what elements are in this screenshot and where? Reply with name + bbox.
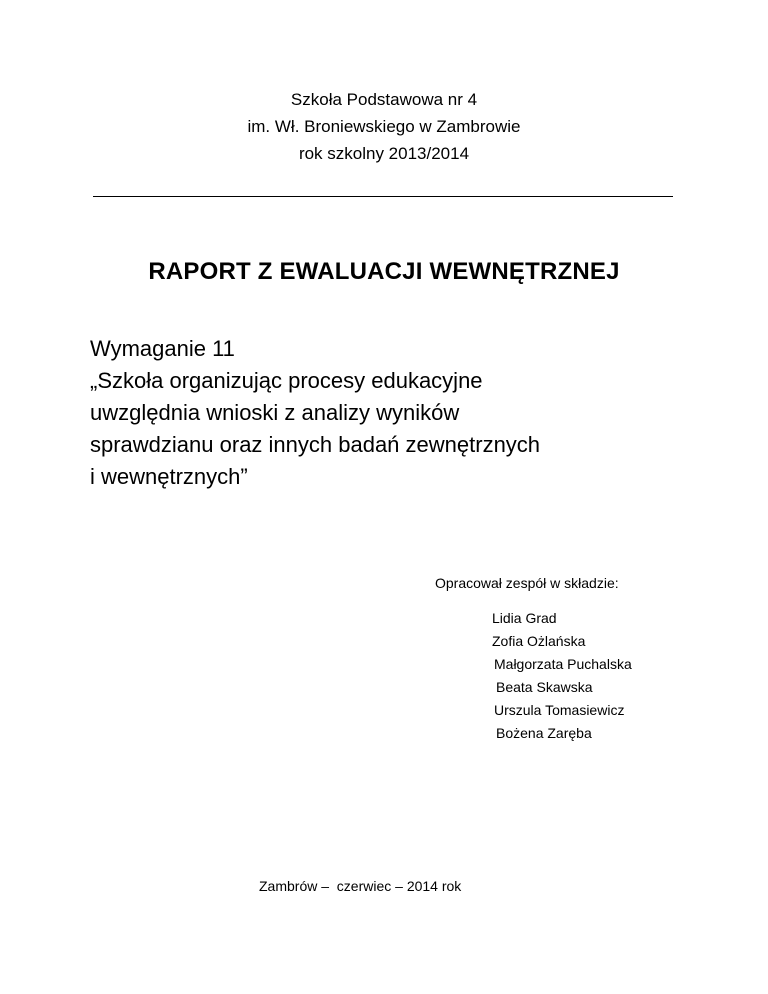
school-patron: im. Wł. Broniewskiego w Zambrowie xyxy=(247,117,521,136)
report-title: RAPORT Z EWALUACJI WEWNĘTRZNEJ xyxy=(148,258,620,285)
school-header xyxy=(0,86,768,167)
requirement-quote-line: „Szkoła organizując procesy edukacyjne xyxy=(90,368,483,393)
team-member: Lidia Grad xyxy=(492,610,557,626)
team-member: Małgorzata Puchalska xyxy=(494,656,632,672)
school-name: Szkoła Podstawowa nr 4 xyxy=(290,90,478,109)
header-divider xyxy=(93,196,673,197)
footer-place-date: Zambrów – czerwiec – 2014 rok xyxy=(259,878,462,894)
requirement-quote-line: sprawdzianu oraz innych badań zewnętrznych xyxy=(90,432,541,457)
team-heading: Opracował zespół w składzie: xyxy=(435,575,619,591)
team-member: Beata Skawska xyxy=(496,679,593,695)
requirement-block xyxy=(90,333,710,493)
team-member: Urszula Tomasiewicz xyxy=(494,702,625,718)
team-member: Bożena Zaręba xyxy=(496,725,592,741)
school-year: rok szkolny 2013/2014 xyxy=(298,144,470,163)
requirement-quote-line: uwzględnia wnioski z analizy wyników xyxy=(90,400,460,425)
requirement-quote-line: i wewnętrznych” xyxy=(90,464,248,489)
team-member: Zofia Ożlańska xyxy=(492,633,586,649)
requirement-label: Wymaganie 11 xyxy=(90,336,235,361)
